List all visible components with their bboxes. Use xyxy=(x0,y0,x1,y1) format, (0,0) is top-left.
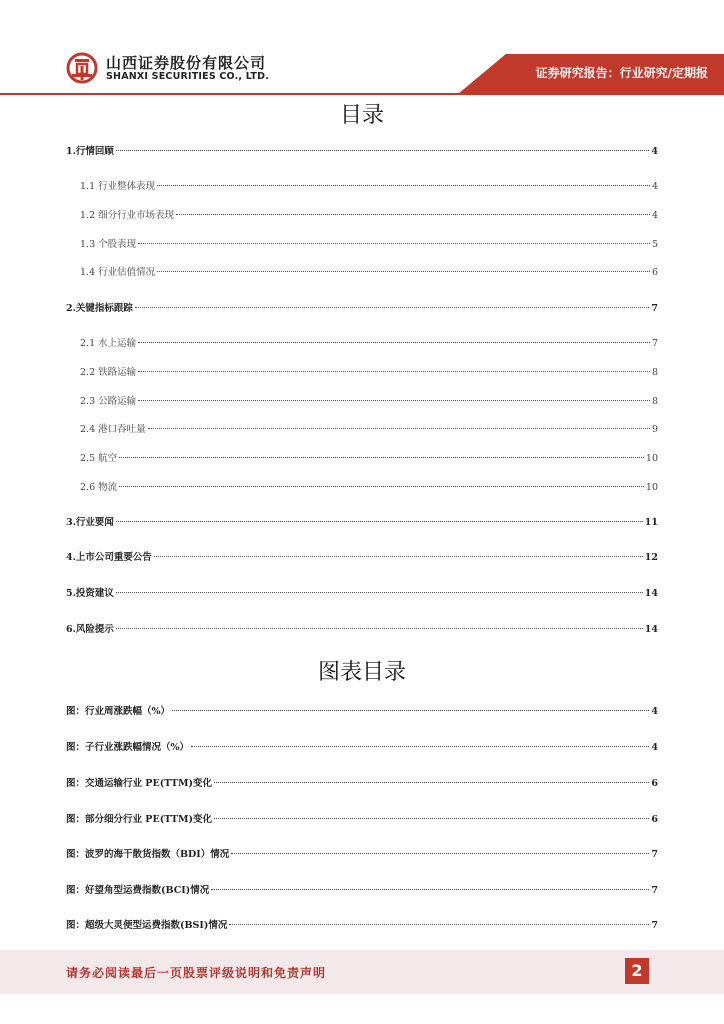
figure-entry-label: 图：超级大灵便型运费指数(BSI)情况 xyxy=(66,920,228,931)
header-divider xyxy=(0,93,724,95)
figure-entry-page: 7 xyxy=(651,849,658,860)
toc-entry-label: 6.风险提示 xyxy=(66,624,114,635)
toc-entry-label: 3.行业要闻 xyxy=(66,517,114,528)
toc-entry-label: 1.1 行业整体表现 xyxy=(80,181,156,192)
toc-entry-page: 4 xyxy=(651,181,658,192)
toc-entry[interactable] xyxy=(66,264,658,282)
figure-entry-label: 图：波罗的海干散货指数（BDI）情况 xyxy=(66,849,230,860)
toc-entry-label: 1.3 个股表现 xyxy=(80,239,137,250)
company-name-en: SHANXI SECURITIES CO., LTD. xyxy=(106,71,270,82)
figures-toc-title: 图表目录 xyxy=(317,660,406,685)
toc-entry[interactable] xyxy=(66,207,658,225)
toc-entry-page: 9 xyxy=(651,424,658,435)
figure-entry[interactable] xyxy=(66,846,658,864)
toc-entry[interactable] xyxy=(66,450,658,468)
dot-leader xyxy=(116,150,649,151)
dot-leader xyxy=(172,710,649,711)
toc-entry-page: 10 xyxy=(645,453,658,464)
dot-leader xyxy=(135,307,649,308)
toc-entry-label: 2.4 港口吞吐量 xyxy=(80,424,146,435)
company-name-cn: 山西证券股份有限公司 xyxy=(106,54,267,72)
toc-entry-label: 4.上市公司重要公告 xyxy=(66,552,152,563)
toc-entry-label: 1.4 行业估值情况 xyxy=(80,267,156,278)
figure-entry-page: 4 xyxy=(651,706,658,717)
figure-entry-label: 图：好望角型运费指数(BCI)情况 xyxy=(66,885,210,896)
dot-leader xyxy=(116,592,643,593)
figure-entry-page: 7 xyxy=(651,885,658,896)
dot-leader xyxy=(231,853,649,854)
toc-entry-label: 2.3 公路运输 xyxy=(80,396,137,407)
toc-entry-label: 1.行情回顾 xyxy=(66,146,114,157)
toc-entry[interactable] xyxy=(66,178,658,196)
figure-entry-label: 图：部分细分行业 PE(TTM)变化 xyxy=(66,814,212,825)
dot-leader xyxy=(214,818,649,819)
toc-entry-label: 5.投资建议 xyxy=(66,588,114,599)
toc-entry[interactable] xyxy=(66,514,658,532)
report-type-label: 证券研究报告：行业研究/定期报 xyxy=(535,66,708,80)
dot-leader xyxy=(138,243,650,244)
footer-disclaimer: 请务必阅读最后一页股票评级说明和免责声明 xyxy=(66,966,327,980)
figure-entry-page: 4 xyxy=(651,742,658,753)
figure-entry-page: 6 xyxy=(651,778,658,789)
toc-title: 目录 xyxy=(339,103,384,128)
figure-entry[interactable] xyxy=(66,882,658,900)
dot-leader xyxy=(214,782,649,783)
dot-leader xyxy=(157,185,650,186)
toc-entry-page: 6 xyxy=(651,267,658,278)
toc-entry[interactable] xyxy=(66,421,658,439)
dot-leader xyxy=(211,889,649,890)
figure-entry-page: 6 xyxy=(651,814,658,825)
dot-leader xyxy=(191,746,649,747)
figure-entry[interactable] xyxy=(66,775,658,793)
dot-leader xyxy=(116,628,643,629)
dot-leader xyxy=(138,400,650,401)
toc-entry-label: 2.5 航空 xyxy=(80,453,118,464)
toc-entry-page: 14 xyxy=(644,624,658,635)
toc-entry-page: 7 xyxy=(651,303,658,314)
company-logo-icon xyxy=(66,52,98,84)
figure-entry[interactable] xyxy=(66,917,658,935)
figure-entry[interactable] xyxy=(66,811,658,829)
dot-leader xyxy=(148,428,650,429)
figure-entry[interactable] xyxy=(66,739,658,757)
toc-entry-label: 2.关键指标跟踪 xyxy=(66,303,133,314)
toc-entry[interactable] xyxy=(66,479,658,497)
dot-leader xyxy=(229,924,649,925)
page-number: 2 xyxy=(625,958,649,984)
toc-entry[interactable] xyxy=(66,143,658,161)
toc-entry-label: 2.2 铁路运输 xyxy=(80,367,137,378)
dot-leader xyxy=(176,214,650,215)
dot-leader xyxy=(116,521,643,522)
dot-leader xyxy=(154,556,643,557)
toc-entry[interactable] xyxy=(66,236,658,254)
dot-leader xyxy=(119,457,644,458)
figure-entry[interactable] xyxy=(66,703,658,721)
toc-entry-label: 2.6 物流 xyxy=(80,482,118,493)
dot-leader xyxy=(119,486,644,487)
figure-entry-label: 图：子行业涨跌幅情况（%） xyxy=(66,742,190,753)
figure-entry-label: 图：交通运输行业 PE(TTM)变化 xyxy=(66,778,212,789)
toc-entry-page: 11 xyxy=(644,517,658,528)
figure-entry-page: 7 xyxy=(651,920,658,931)
toc-entry-page: 8 xyxy=(651,396,658,407)
figure-entry-label: 图：行业周涨跌幅（%） xyxy=(66,706,171,717)
toc-entry[interactable] xyxy=(66,335,658,353)
toc-entry-page: 12 xyxy=(644,552,658,563)
toc-entry[interactable] xyxy=(66,300,658,318)
page-header xyxy=(0,0,724,100)
dot-leader xyxy=(138,342,650,343)
dot-leader xyxy=(157,271,650,272)
dot-leader xyxy=(138,371,650,372)
toc-entry-page: 7 xyxy=(651,338,658,349)
toc-entry-label: 1.2 细分行业市场表现 xyxy=(80,210,175,221)
toc-entry-page: 4 xyxy=(651,210,658,221)
toc-entry-page: 8 xyxy=(651,367,658,378)
toc-entry-page: 10 xyxy=(645,482,658,493)
toc-entry-label: 2.1 水上运输 xyxy=(80,338,137,349)
toc-entry-page: 14 xyxy=(644,588,658,599)
toc-entry[interactable] xyxy=(66,549,658,567)
toc-entry[interactable] xyxy=(66,364,658,382)
toc-entry-page: 5 xyxy=(651,239,658,250)
toc-entry-page: 4 xyxy=(651,146,658,157)
toc-entry[interactable] xyxy=(66,585,658,603)
toc-entry[interactable] xyxy=(66,621,658,639)
toc-entry[interactable] xyxy=(66,393,658,411)
